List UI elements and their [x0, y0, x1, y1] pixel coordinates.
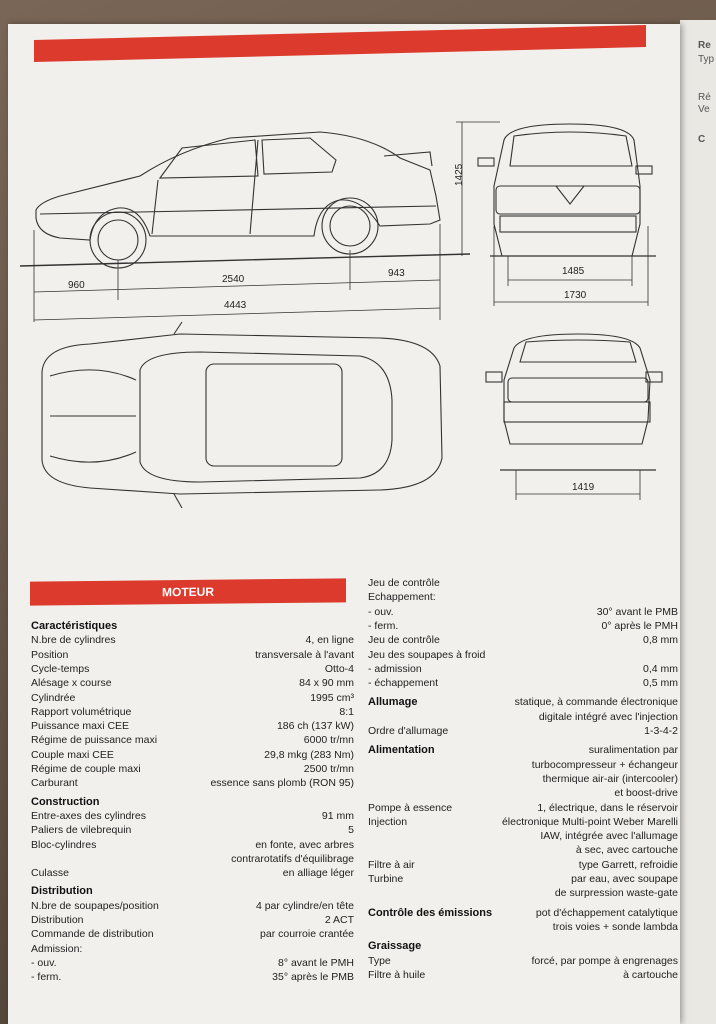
- spec-label: Injection: [368, 815, 408, 828]
- spec-value: 8:1: [339, 705, 354, 718]
- spec-label: Alésage x course: [31, 677, 112, 690]
- spec-label: Pompe à essence: [368, 801, 453, 814]
- spec-label: - ferm.: [368, 619, 399, 632]
- spec-value: 1-3-4-2: [644, 725, 678, 737]
- dim-length: 4443: [224, 300, 247, 311]
- spec-label: Carburant: [31, 777, 78, 790]
- spec-value: électronique Multi-point Weber Marelli: [501, 815, 678, 828]
- spec-label: N.bre de soupapes/position: [31, 899, 159, 912]
- spec-value: contrarotatifs d'équilibrage: [231, 852, 354, 865]
- spec-value: turbocompresseur + échangeur: [531, 758, 678, 771]
- spec-label: Commande de distribution: [31, 928, 154, 941]
- spec-value: transversale à l'avant: [255, 648, 354, 661]
- spec-value: de surpression waste-gate: [554, 887, 678, 900]
- front-view-drawing: [478, 124, 656, 256]
- dim-rear-track: 1419: [572, 482, 595, 493]
- section-title-moteur: MOTEUR: [30, 578, 346, 605]
- spec-label: Couple maxi CEE: [31, 748, 114, 761]
- spec-value: 4, en ligne: [305, 634, 354, 647]
- dim-width: 1730: [564, 290, 587, 301]
- spec-label: Paliers de vilebrequin: [31, 824, 132, 837]
- spec-label: Cylindrée: [31, 691, 76, 704]
- dim-rear-overhang: 943: [388, 268, 405, 279]
- spec-value: 8° avant le PMH: [278, 956, 354, 969]
- spec-label: Cycle-temps: [31, 662, 90, 675]
- spec-section-heading: Alimentation: [368, 744, 435, 757]
- spec-value: 4 par cylindre/en tête: [255, 899, 354, 912]
- spec-value: 0,8 mm: [642, 634, 678, 647]
- spec-section-heading: Caractéristiques: [31, 620, 118, 632]
- spec-label: Turbine: [368, 873, 404, 885]
- spec-label: Régime de couple maxi: [31, 763, 141, 775]
- spec-label: Puissance maxi CEE: [31, 720, 130, 733]
- spec-value: en alliage léger: [282, 867, 354, 880]
- spec-value: 0,5 mm: [642, 677, 678, 690]
- spec-label: Filtre à air: [368, 858, 415, 871]
- spec-section-heading: Contrôle des émissions: [368, 906, 493, 919]
- spec-label: Jeu de contrôle: [368, 577, 440, 589]
- spec-value: 5: [348, 824, 354, 837]
- spec-label: - admission: [368, 662, 422, 675]
- next-page-text: Typ: [698, 54, 715, 65]
- spec-value: et boost-drive: [614, 787, 678, 800]
- spec-value: en fonte, avec arbres: [255, 838, 354, 851]
- spec-value: statique, à commande électronique: [514, 696, 678, 709]
- spec-value: à cartouche: [623, 968, 678, 981]
- rear-view-drawing: [486, 334, 662, 470]
- spec-value: 0° après le PMH: [601, 619, 678, 632]
- spec-section-heading: Distribution: [31, 885, 93, 898]
- spec-value: 1, électrique, dans le réservoir: [537, 801, 678, 814]
- next-page-text: Re: [698, 40, 711, 51]
- spec-label: Rapport volumétrique: [31, 705, 132, 718]
- spec-value: 1995 cm³: [310, 691, 354, 704]
- next-page-text: Ré: [698, 92, 711, 103]
- dim-wheelbase: 2540: [222, 274, 245, 285]
- spec-label: Filtre à huile: [368, 968, 426, 981]
- next-page-text: C: [698, 134, 706, 145]
- spec-label: Jeu de contrôle: [368, 634, 440, 647]
- spec-label: - échappement: [368, 677, 439, 690]
- dim-height: 1425: [454, 163, 465, 186]
- spec-value: par courroie crantée: [260, 928, 354, 941]
- spec-value: 2 ACT: [324, 914, 354, 926]
- spec-value: forcé, par pompe à engrenages: [531, 954, 678, 967]
- spec-section-heading: Allumage: [368, 696, 418, 709]
- spec-value: pot d'échappement catalytique: [535, 906, 678, 919]
- spec-section-heading: Construction: [31, 795, 100, 808]
- spec-label: Admission:: [31, 942, 83, 955]
- spec-value: 186 ch (137 kW): [276, 720, 354, 733]
- spec-value: essence sans plomb (RON 95): [210, 777, 354, 790]
- spec-label: Jeu des soupapes à froid: [368, 648, 486, 661]
- spec-label: Type: [368, 954, 391, 967]
- spec-value: 35° après le PMB: [272, 971, 354, 984]
- spec-value: trois voies + sonde lambda: [552, 920, 678, 933]
- next-page-text: Ve: [698, 104, 710, 115]
- spec-value: Otto-4: [324, 662, 354, 675]
- side-view-drawing: [20, 132, 470, 268]
- dim-front-track: 1485: [562, 266, 585, 277]
- spec-value: 2500 tr/mn: [303, 763, 354, 775]
- spec-value: type Garrett, refroidie: [578, 858, 678, 871]
- spec-label: - ouv.: [368, 605, 394, 618]
- spec-value: 0,4 mm: [642, 662, 678, 675]
- spec-label: Bloc-cylindres: [31, 838, 97, 851]
- spec-label: Position: [31, 648, 69, 661]
- spec-label: - ferm.: [31, 971, 62, 984]
- spec-label: Culasse: [31, 867, 69, 880]
- spec-value: digitale intégré avec l'injection: [538, 710, 678, 723]
- spec-value: 91 mm: [321, 809, 354, 822]
- spec-label: N.bre de cylindres: [31, 634, 116, 647]
- spec-label: - ouv.: [31, 956, 57, 969]
- spec-value: thermique air-air (intercooler): [542, 772, 678, 785]
- spec-label: Echappement:: [368, 591, 436, 604]
- spec-value: 84 x 90 mm: [299, 677, 354, 690]
- spec-label: Régime de puissance maxi: [31, 734, 158, 747]
- spec-value: suralimentation par: [588, 744, 678, 757]
- top-view-drawing: [42, 322, 442, 508]
- spec-value: IAW, intégrée avec l'allumage: [540, 830, 678, 843]
- spec-value: 29,8 mkg (283 Nm): [264, 748, 354, 761]
- spec-value: par eau, avec soupape: [571, 873, 678, 885]
- spec-label: Distribution: [31, 914, 84, 926]
- spec-value: à sec, avec cartouche: [575, 844, 678, 857]
- dim-front-overhang: 960: [68, 280, 85, 291]
- spec-label: Entre-axes des cylindres: [31, 809, 146, 822]
- spec-section-heading: Graissage: [368, 940, 422, 953]
- spec-value: 6000 tr/mn: [303, 734, 354, 747]
- spec-label: Ordre d'allumage: [368, 725, 449, 737]
- spec-value: 30° avant le PMB: [596, 605, 678, 618]
